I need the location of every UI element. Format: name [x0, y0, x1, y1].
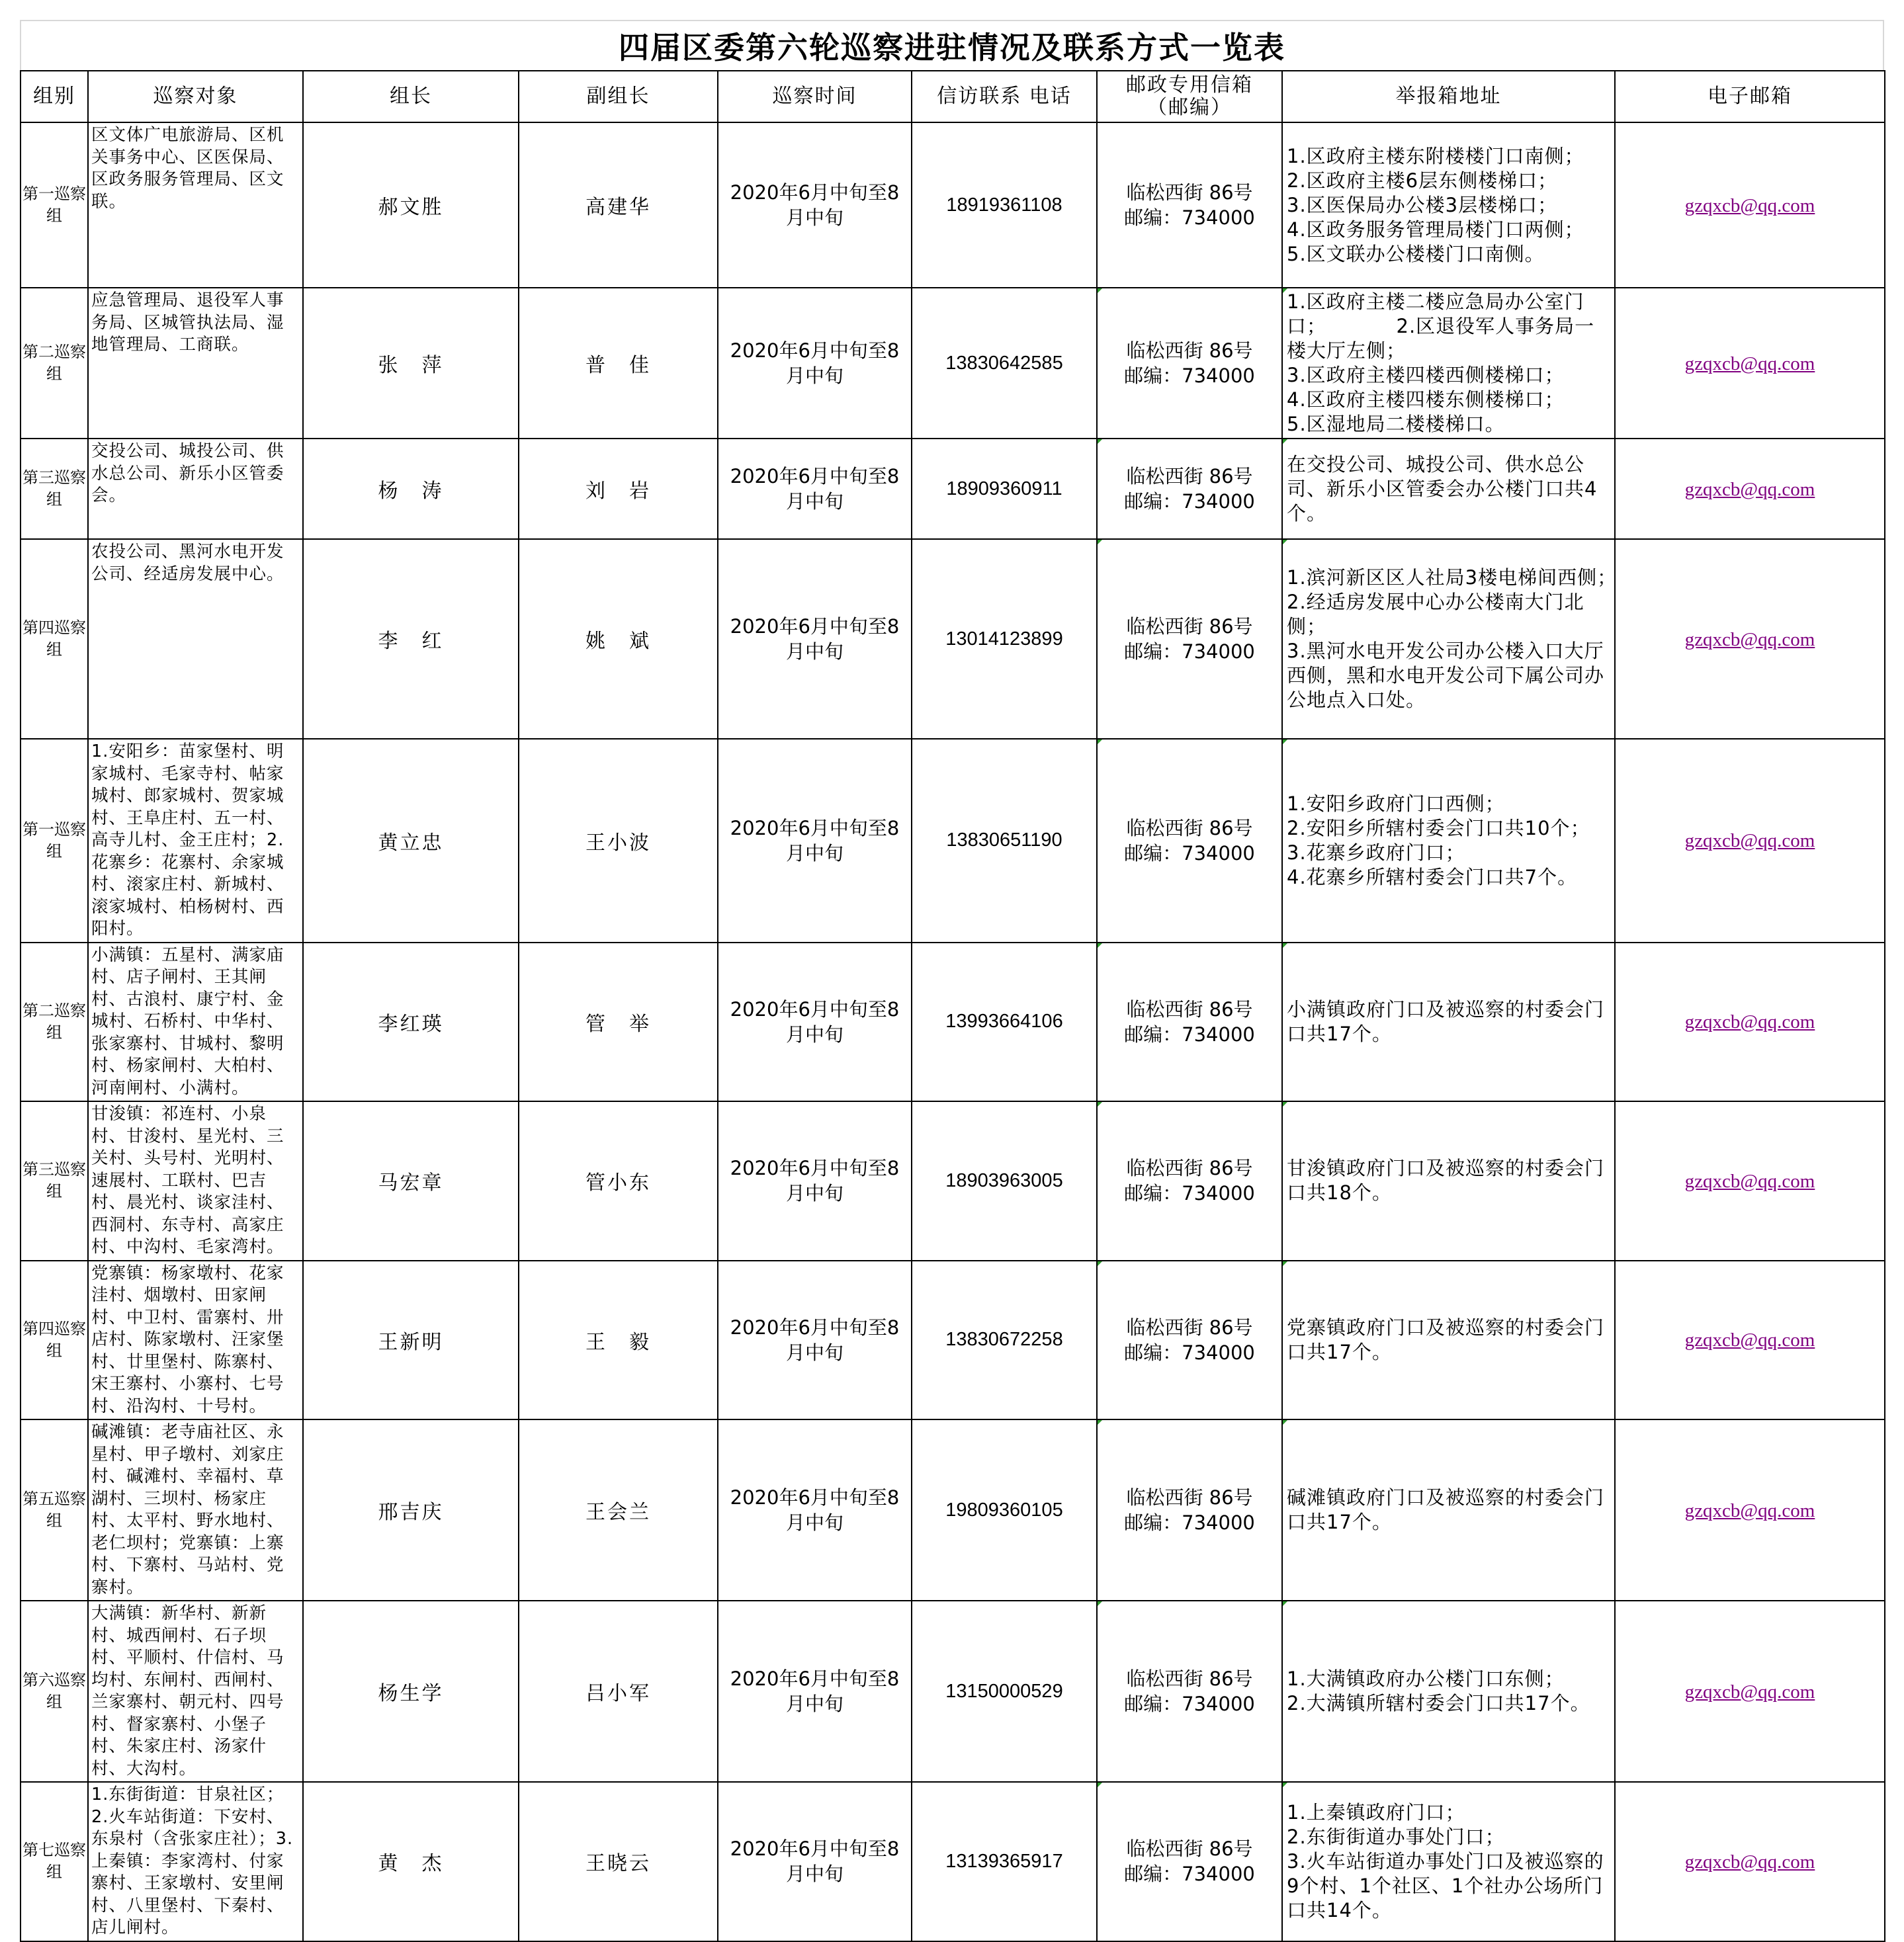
email-cell	[1615, 1261, 1885, 1420]
address-line: 3.区政府主楼四楼西侧楼梯口；	[1287, 364, 1565, 386]
group-cell: 第二巡察组	[21, 943, 88, 1102]
mailbox-street: 临松西街 86号	[1126, 465, 1253, 487]
phone-cell: 13993664106	[912, 943, 1097, 1102]
email-cell	[1615, 943, 1885, 1102]
target-cell: 交投公司、城投公司、供水总公司、新乐小区管委会。	[88, 439, 303, 539]
patrol-table	[20, 70, 1885, 1942]
time-cell: 2020年6月中旬至8月中旬	[718, 739, 912, 943]
deputy-cell: 王会兰	[519, 1419, 718, 1601]
mailbox-street: 临松西街 86号	[1126, 615, 1253, 638]
header-phone: 信访联系 电话	[912, 71, 1097, 122]
time-cell: 2020年6月中旬至8月中旬	[718, 1782, 912, 1941]
deputy-cell: 姚 斌	[519, 539, 718, 739]
email-cell	[1615, 1101, 1885, 1261]
table-row	[21, 1261, 1885, 1420]
leader-cell: 张 萍	[303, 288, 519, 439]
mailbox-postcode: 邮编：734000	[1124, 841, 1255, 865]
table-row	[21, 1601, 1885, 1782]
address-line: 4.区政务服务管理局楼门口两侧；	[1287, 218, 1584, 241]
address-line: 党寨镇政府门口及被巡察的村委会门口共17个。	[1287, 1316, 1605, 1363]
time-cell: 2020年6月中旬至8月中旬	[718, 122, 912, 288]
target-cell: 党寨镇：杨家墩村、花家洼村、烟墩村、田家闸村、中卫村、雷寨村、卅店村、陈家墩村、汪家堡村、廿里堡村、陈寨村、宋王寨村、小寨村、七号村、沿沟村、十号村。	[88, 1261, 303, 1420]
phone-cell: 13014123899	[912, 539, 1097, 739]
mailbox-cell	[1097, 439, 1282, 539]
header-email: 电子邮箱	[1615, 71, 1885, 122]
mailbox-cell	[1097, 539, 1282, 739]
target-cell: 小满镇：五星村、满家庙村、店子闸村、王其闸村、古浪村、康宁村、金城村、石桥村、中华村、张家寨村、甘城村、黎明村、杨家闸村、大柏村、河南闸村、小满村。	[88, 943, 303, 1102]
target-cell: 大满镇：新华村、新新村、城西闸村、石子坝村、平顺村、什信村、马均村、东闸村、西闸村、兰家寨村、朝元村、四号村、督家寨村、小堡子村、朱家庄村、汤家什村、大沟村。	[88, 1601, 303, 1782]
mailbox-street: 临松西街 86号	[1126, 997, 1253, 1021]
mailbox-postcode: 邮编：734000	[1124, 1511, 1255, 1534]
email-cell	[1615, 122, 1885, 288]
spreadsheet	[20, 20, 1884, 1942]
leader-cell: 邢吉庆	[303, 1419, 519, 1601]
address-line: 1.区政府主楼东附楼楼门口南侧；	[1287, 144, 1584, 167]
page-title: 四届区委第六轮巡察进驻情况及联系方式一览表	[20, 20, 1884, 70]
header-mailbox-line2: （邮编）	[1147, 96, 1232, 119]
deputy-cell: 吕小军	[519, 1601, 718, 1782]
target-cell: 应急管理局、退役军人事务局、区城管执法局、湿地管理局、工商联。	[88, 288, 303, 439]
address-cell	[1282, 1261, 1615, 1420]
mailbox-postcode: 邮编：734000	[1124, 206, 1255, 229]
leader-cell: 马宏章	[303, 1101, 519, 1261]
leader-cell: 黄 杰	[303, 1782, 519, 1941]
address-cell	[1282, 1601, 1615, 1782]
header-time: 巡察时间	[718, 71, 912, 122]
mailbox-street: 临松西街 86号	[1126, 1157, 1253, 1180]
deputy-cell: 管 举	[519, 943, 718, 1102]
deputy-cell: 高建华	[519, 122, 718, 288]
address-cell	[1282, 122, 1615, 288]
deputy-cell: 王晓云	[519, 1782, 718, 1941]
header-mailbox-line1: 邮政专用信箱	[1126, 73, 1253, 97]
email-cell	[1615, 739, 1885, 943]
phone-cell: 13139365917	[912, 1782, 1097, 1941]
email-cell	[1615, 288, 1885, 439]
target-cell: 碱滩镇：老寺庙社区、永星村、甲子墩村、刘家庄村、碱滩村、幸福村、草湖村、三坝村、杨家庄村、太平村、野水地村、老仁坝村；党寨镇：上寨村、下寨村、马站村、党寨村。	[88, 1419, 303, 1601]
leader-cell: 李 红	[303, 539, 519, 739]
mailbox-cell	[1097, 122, 1282, 288]
time-cell: 2020年6月中旬至8月中旬	[718, 439, 912, 539]
email-link[interactable]: gzqxcb@qq.com	[1684, 1851, 1815, 1873]
mailbox-street: 临松西街 86号	[1126, 1316, 1253, 1339]
mailbox-cell	[1097, 1782, 1282, 1941]
address-cell	[1282, 539, 1687, 739]
email-link[interactable]: gzqxcb@qq.com	[1684, 1011, 1815, 1033]
mailbox-cell	[1097, 1261, 1282, 1420]
deputy-cell: 普 佳	[519, 288, 718, 439]
header-row	[21, 71, 1885, 122]
address-line: 甘浚镇政府门口及被巡察的村委会门口共18个。	[1287, 1157, 1605, 1204]
address-cell	[1282, 1419, 1615, 1601]
group-cell: 第六巡察组	[21, 1601, 88, 1782]
phone-cell: 18919361108	[912, 122, 1097, 288]
header-address: 举报箱地址	[1282, 71, 1615, 122]
address-line: 碱滩镇政府门口及被巡察的村委会门口共17个。	[1287, 1486, 1605, 1533]
mailbox-cell	[1097, 739, 1282, 943]
mailbox-street: 临松西街 86号	[1126, 1668, 1253, 1690]
target-cell: 农投公司、黑河水电开发公司、经适房发展中心。	[88, 539, 303, 739]
table-row	[21, 439, 1885, 539]
deputy-cell: 管小东	[519, 1101, 718, 1261]
email-link[interactable]: gzqxcb@qq.com	[1684, 1499, 1815, 1521]
address-line: 4.区政府主楼四楼东侧楼梯口；	[1287, 388, 1565, 411]
address-line: 1.滨河新区区人社局3楼电梯间西侧； 2.经适房发展中心办公楼南大门北侧；	[1287, 566, 1687, 638]
address-line: 小满镇政府门口及被巡察的村委会门口共17个。	[1287, 997, 1605, 1045]
deputy-cell: 王小波	[519, 739, 718, 943]
header-target: 巡察对象	[88, 71, 303, 122]
address-line: 1.区政府主楼二楼应急局办公室门口； 2.区退役军人事务局一楼大厅左侧；	[1287, 290, 1595, 362]
time-cell: 2020年6月中旬至8月中旬	[718, 1261, 912, 1420]
header-group: 组别	[21, 71, 88, 122]
address-line: 4.花寨乡所辖村委会门口共7个。	[1287, 865, 1578, 888]
mailbox-street: 临松西街 86号	[1126, 1486, 1253, 1509]
target-cell: 甘浚镇：祁连村、小泉村、甘浚村、星光村、三关村、头号村、光明村、速展村、工联村、巴吉村、晨光村、谈家洼村、西洞村、东寺村、高家庄村、中沟村、毛家湾村。	[88, 1101, 303, 1261]
email-link[interactable]: gzqxcb@qq.com	[1684, 478, 1815, 500]
table-row	[21, 943, 1885, 1102]
address-line: 2.安阳乡所辖村委会门口共10个；	[1287, 816, 1590, 839]
table-row	[21, 288, 1885, 439]
group-cell: 第七巡察组	[21, 1782, 88, 1941]
leader-cell: 王新明	[303, 1261, 519, 1420]
address-line: 3.区医保局办公楼3层楼梯口；	[1287, 193, 1558, 216]
target-cell: 区文体广电旅游局、区机关事务中心、区医保局、区政务服务管理局、区文联。	[88, 122, 303, 288]
deputy-cell: 刘 岩	[519, 439, 718, 539]
target-cell: 1.安阳乡：苗家堡村、明家城村、毛家寺村、帖家城村、郎家城村、贺家城村、王阜庄村、五一村、高寺儿村、金王庄村；2.花寨乡：花寨村、余家城村、滚家庄村、新城村、滚家城村、柏杨树村、西阳村。	[88, 739, 303, 943]
header-deputy: 副组长	[519, 71, 718, 122]
address-line: 1.安阳乡政府门口西侧；	[1287, 792, 1505, 815]
leader-cell: 郝文胜	[303, 122, 519, 288]
group-cell: 第四巡察组	[21, 1261, 88, 1420]
mailbox-postcode: 邮编：734000	[1124, 490, 1255, 513]
table-row	[21, 122, 1885, 288]
table-row	[21, 539, 1885, 739]
time-cell: 2020年6月中旬至8月中旬	[718, 288, 912, 439]
mailbox-cell	[1097, 288, 1282, 439]
email-link[interactable]: gzqxcb@qq.com	[1684, 628, 1815, 650]
group-cell: 第一巡察组	[21, 739, 88, 943]
mailbox-postcode: 邮编：734000	[1124, 1341, 1255, 1364]
group-cell: 第四巡察组	[21, 539, 88, 739]
mailbox-postcode: 邮编：734000	[1124, 1863, 1255, 1886]
address-cell	[1282, 288, 1615, 439]
address-cell	[1282, 1782, 1615, 1941]
mailbox-street: 临松西街 86号	[1126, 181, 1253, 204]
table-row	[21, 1419, 1885, 1601]
time-cell: 2020年6月中旬至8月中旬	[718, 539, 912, 739]
email-link[interactable]: gzqxcb@qq.com	[1684, 194, 1815, 216]
mailbox-street: 临松西街 86号	[1126, 816, 1253, 839]
group-cell: 第三巡察组	[21, 1101, 88, 1261]
time-cell: 2020年6月中旬至8月中旬	[718, 1601, 912, 1782]
address-cell	[1282, 1101, 1615, 1261]
address-line: 3.花寨乡政府门口；	[1287, 841, 1465, 864]
mailbox-cell	[1097, 1101, 1282, 1261]
address-cell	[1282, 739, 1615, 943]
mailbox-postcode: 邮编：734000	[1124, 1182, 1255, 1205]
email-link[interactable]: gzqxcb@qq.com	[1684, 1170, 1815, 1192]
address-line: 5.区文联办公楼楼门口南侧。	[1287, 242, 1545, 265]
phone-cell: 18903963005	[912, 1101, 1097, 1261]
phone-cell: 18909360911	[912, 439, 1097, 539]
email-cell	[1615, 1419, 1885, 1601]
mailbox-postcode: 邮编：734000	[1124, 1023, 1255, 1046]
mailbox-postcode: 邮编：734000	[1124, 364, 1255, 387]
mailbox-cell	[1097, 1419, 1282, 1601]
email-cell	[1615, 439, 1885, 539]
address-line: 2.区政府主楼6层东侧楼梯口；	[1287, 169, 1558, 192]
address-line: 3.黑河水电开发公司办公楼入口大厅西侧，黑和水电开发公司下属公司办公地点入口处。	[1287, 640, 1605, 711]
table-row	[21, 1101, 1885, 1261]
phone-cell: 13830651190	[912, 739, 1097, 943]
address-line: 在交投公司、城投公司、供水总公司、新乐小区管委会办公楼门口共4个。	[1287, 452, 1598, 525]
phone-cell: 13150000529	[912, 1601, 1097, 1782]
mailbox-cell	[1097, 943, 1282, 1102]
email-cell	[1615, 1782, 1885, 1941]
header-leader: 组长	[303, 71, 519, 122]
email-link[interactable]: gzqxcb@qq.com	[1684, 1330, 1815, 1351]
mailbox-cell	[1097, 1601, 1282, 1782]
address-line: 1.大满镇政府办公楼门口东侧；	[1287, 1668, 1565, 1690]
address-line: 5.区湿地局二楼楼梯口。	[1287, 413, 1505, 435]
address-cell	[1282, 943, 1615, 1102]
phone-cell: 13830672258	[912, 1261, 1097, 1420]
address-cell	[1282, 439, 1615, 539]
mailbox-street: 临松西街 86号	[1126, 1837, 1253, 1861]
table-body	[21, 122, 1885, 1941]
address-line: 1.上秦镇政府门口；	[1287, 1800, 1465, 1824]
address-line: 3.火车站街道办事处门口及被巡察的9个村、1个社区、1个社办公场所门口共14个。	[1287, 1849, 1604, 1921]
leader-cell: 李红瑛	[303, 943, 519, 1102]
time-cell: 2020年6月中旬至8月中旬	[718, 1419, 912, 1601]
mailbox-postcode: 邮编：734000	[1124, 640, 1255, 663]
header-mailbox	[1097, 71, 1282, 122]
mailbox-street: 临松西街 86号	[1126, 339, 1253, 362]
group-cell: 第五巡察组	[21, 1419, 88, 1601]
email-link[interactable]: gzqxcb@qq.com	[1684, 353, 1815, 374]
leader-cell: 杨生学	[303, 1601, 519, 1782]
table-row	[21, 739, 1885, 943]
address-line: 2.大满镇所辖村委会门口共17个。	[1287, 1692, 1590, 1714]
group-cell: 第三巡察组	[21, 439, 88, 539]
time-cell: 2020年6月中旬至8月中旬	[718, 1101, 912, 1261]
leader-cell: 杨 涛	[303, 439, 519, 539]
email-cell	[1615, 1601, 1885, 1782]
email-link[interactable]: gzqxcb@qq.com	[1684, 830, 1815, 852]
deputy-cell: 王 毅	[519, 1261, 718, 1420]
phone-cell: 13830642585	[912, 288, 1097, 439]
table-row	[21, 1782, 1885, 1941]
leader-cell: 黄立忠	[303, 739, 519, 943]
group-cell: 第一巡察组	[21, 122, 88, 288]
address-line: 2.东街街道办事处门口；	[1287, 1825, 1505, 1848]
group-cell: 第二巡察组	[21, 288, 88, 439]
time-cell: 2020年6月中旬至8月中旬	[718, 943, 912, 1102]
target-cell: 1.东街街道：甘泉社区；2.火车站街道：下安村、东泉村（含张家庄社）；3.上秦镇：李家湾村、付家寨村、王家墩村、安里闸村、八里堡村、下秦村、店儿闸村。	[88, 1782, 303, 1941]
mailbox-postcode: 邮编：734000	[1124, 1693, 1255, 1715]
email-link[interactable]: gzqxcb@qq.com	[1684, 1681, 1815, 1703]
phone-cell: 19809360105	[912, 1419, 1097, 1601]
